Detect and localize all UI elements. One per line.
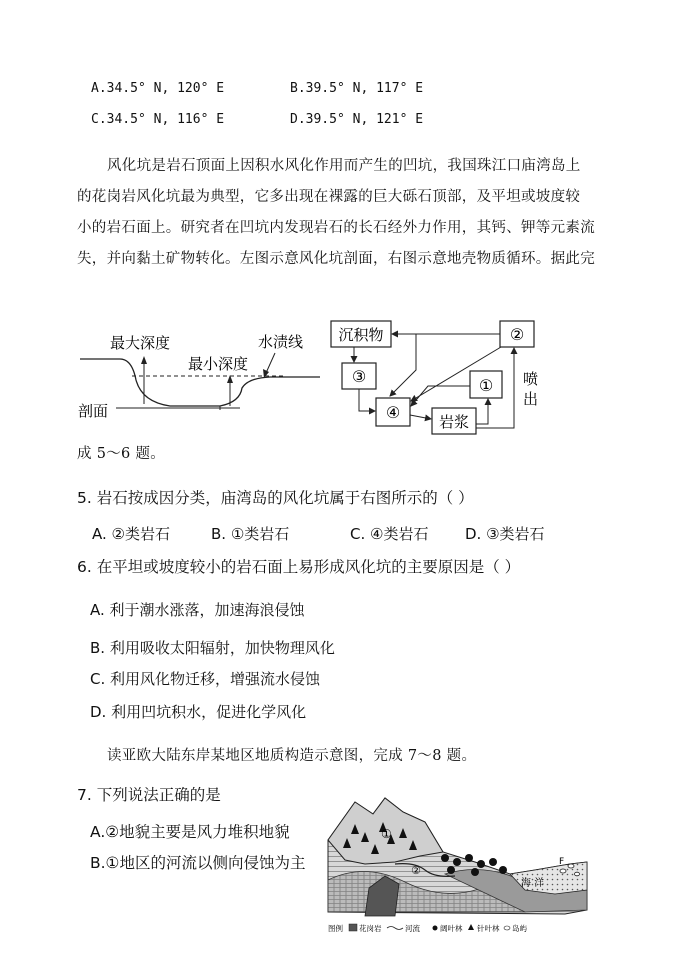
label-eruption-2: 出 bbox=[523, 390, 539, 408]
arrow-3-to-4 bbox=[359, 389, 375, 411]
passage-line-3: 小的岩石面上。研究者在凹坑内发现岩石的长石经外力作用，其钙、钾等元素流 bbox=[77, 220, 595, 236]
legend bbox=[328, 923, 527, 933]
q4-option-b: B.39.5° N, 117° E bbox=[290, 81, 424, 96]
q6-stem: 6. 在平坦或坡度较小的岩石面上易形成风化坑的主要原因是（ ） bbox=[77, 558, 521, 576]
svg-text:图例: 图例 bbox=[328, 924, 343, 933]
arrow-magma-to-1 bbox=[476, 399, 488, 424]
q6-option-c: C. 利用风化物迁移，增强流水侵蚀 bbox=[90, 670, 321, 688]
q5-option-c: C. ④类岩石 bbox=[350, 525, 429, 543]
legend-granite-swatch bbox=[349, 924, 357, 931]
q5-stem: 5. 岩石按成因分类，庙湾岛的风化坑属于右图所示的（ ） bbox=[77, 489, 474, 507]
weathering-pit-diagram bbox=[70, 318, 330, 423]
svg-text:③: ③ bbox=[351, 367, 367, 386]
passage-line-4: 失，并向黏土矿物转化。左图示意风化坑剖面，右图示意地壳物质循环。据此完 bbox=[77, 251, 595, 267]
legend-conifer-icon bbox=[468, 924, 474, 930]
svg-text:阔叶林: 阔叶林 bbox=[440, 924, 463, 933]
legend-broadleaf-icon bbox=[433, 926, 438, 931]
q5-option-b: B. ①类岩石 bbox=[211, 525, 290, 543]
passage-line-1: 风化坑是岩石顶面上因积水风化作用而产生的凹坑，我国珠江口庙湾岛上 bbox=[107, 158, 581, 174]
q6-option-a: A. 利于潮水涨落，加速海浪侵蚀 bbox=[90, 601, 305, 619]
rock-cycle-diagram bbox=[328, 316, 548, 438]
q5-option-d: D. ③类岩石 bbox=[465, 525, 545, 543]
legend-island-icon bbox=[504, 926, 510, 930]
q7-stem: 7. 下列说法正确的是 bbox=[77, 786, 221, 804]
q4-option-c: C.34.5° N, 116° E bbox=[91, 112, 225, 127]
label-area-2: ② bbox=[411, 864, 421, 877]
svg-text:①: ① bbox=[478, 376, 494, 395]
label-ocean: 海 洋 bbox=[521, 878, 545, 889]
label-eruption-1: 喷 bbox=[523, 370, 539, 388]
svg-text:②: ② bbox=[509, 325, 525, 344]
label-f: F bbox=[559, 857, 565, 867]
q5-option-a: A. ②类岩石 bbox=[92, 525, 170, 543]
svg-text:岩浆: 岩浆 bbox=[438, 413, 470, 431]
intro-7-8: 读亚欧大陆东岸某地区地质构造示意图，完成 7～8 题。 bbox=[107, 748, 477, 764]
passage-line-5: 成 5～6 题。 bbox=[77, 446, 166, 462]
label-min-depth: 最小深度 bbox=[188, 355, 249, 373]
svg-text:沉积物: 沉积物 bbox=[338, 326, 384, 344]
legend-river-icon bbox=[387, 927, 403, 930]
q7-option-b: B.①地区的河流以侧向侵蚀为主 bbox=[90, 854, 306, 872]
q4-option-a: A.34.5° N, 120° E bbox=[91, 81, 225, 96]
svg-text:针叶林: 针叶林 bbox=[477, 924, 500, 933]
arrow-to-4 bbox=[390, 334, 416, 396]
label-area-1: ① bbox=[381, 827, 392, 841]
q6-option-b: B. 利用吸收太阳辐射，加快物理风化 bbox=[90, 639, 335, 657]
passage-line-2: 的花岗岩风化坑最为典型，它多出现在裸露的巨大砾石顶部，及平坦或坡度较 bbox=[77, 189, 581, 205]
label-section: 剖面 bbox=[78, 402, 109, 420]
q7-option-a: A.②地貌主要是风力堆积地貌 bbox=[90, 823, 290, 841]
q6-option-d: D. 利用凹坑积水，促进化学风化 bbox=[90, 703, 307, 721]
arrow-1-to-4 bbox=[411, 386, 470, 406]
q4-option-d: D.39.5° N, 121° E bbox=[290, 112, 424, 127]
water-line-arrow bbox=[266, 353, 275, 373]
geologic-structure-diagram bbox=[325, 792, 595, 935]
svg-text:花岗岩: 花岗岩 bbox=[359, 924, 382, 933]
label-max-depth: 最大深度 bbox=[110, 334, 171, 352]
label-water-line: 水渍线 bbox=[258, 333, 304, 351]
arrow-4-to-magma bbox=[410, 415, 431, 419]
svg-text:岛屿: 岛屿 bbox=[512, 924, 527, 933]
svg-text:河流: 河流 bbox=[405, 924, 420, 933]
svg-text:④: ④ bbox=[385, 403, 401, 422]
